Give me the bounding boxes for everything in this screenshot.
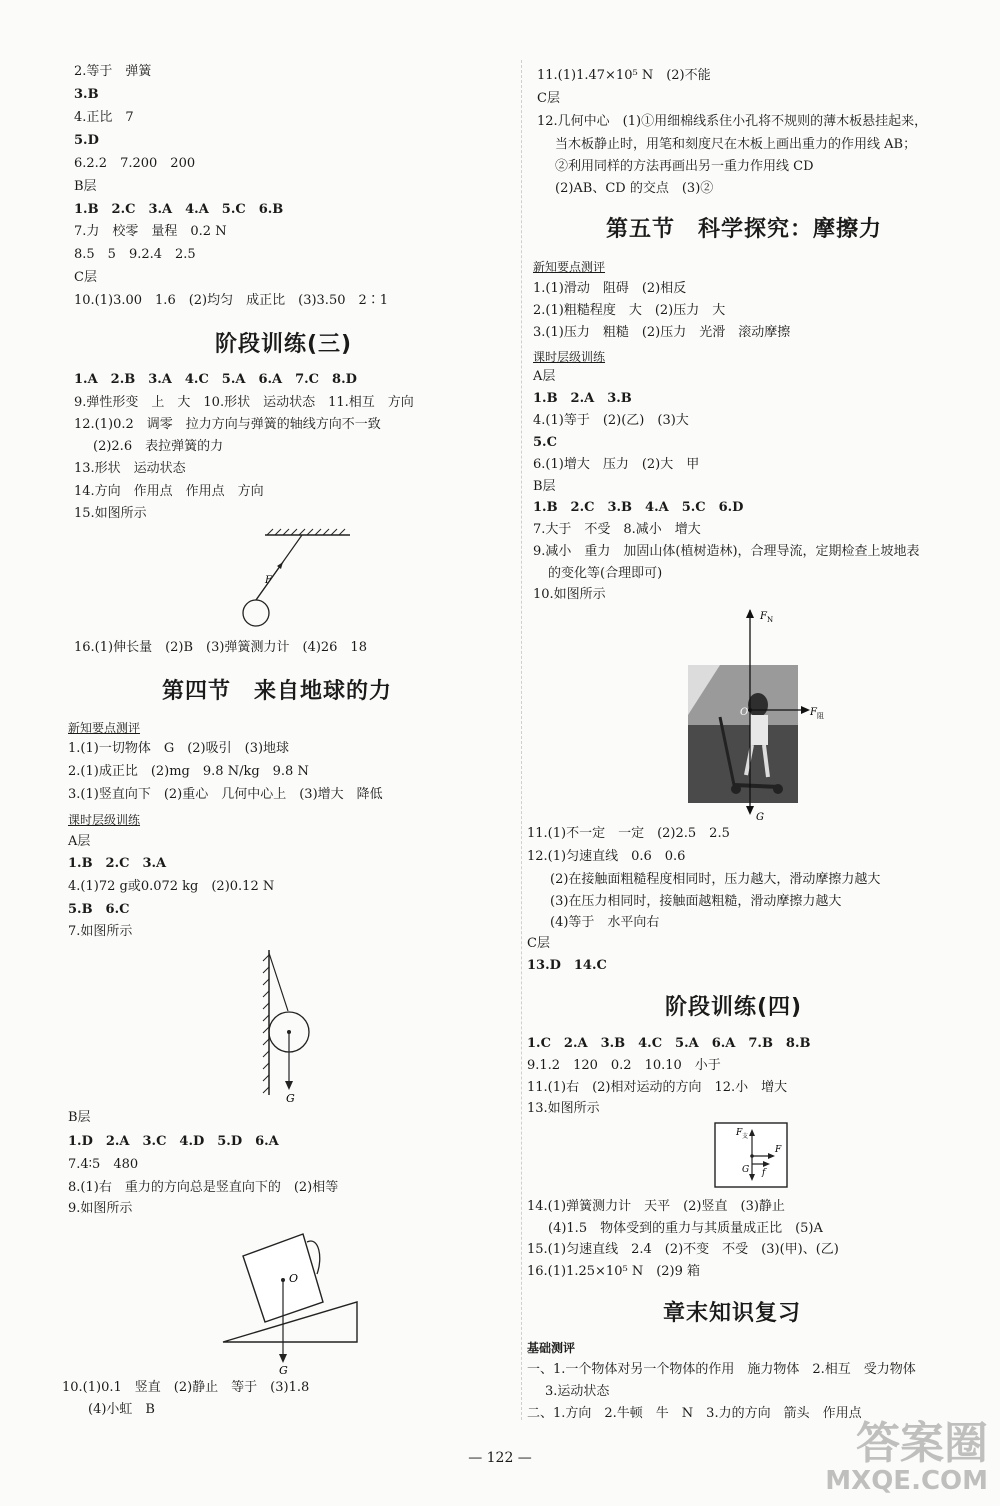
- answer-line: 2.(1)成正比 (2)mg 9.8 N/kg 9.8 N: [68, 764, 309, 779]
- answer-line: (2)2.6 表拉弹簧的力: [93, 439, 224, 454]
- answer-line: 11.(1)右 (2)相对运动的方向 12.小 增大: [527, 1080, 788, 1095]
- pull-force-label: F: [775, 1145, 782, 1155]
- friction-label: f: [762, 1168, 766, 1178]
- answer-line: 5.B 6.C: [68, 902, 130, 917]
- answer-line: 16.(1)1.25×10⁵ N (2)9 箱: [527, 1264, 701, 1279]
- answer-line: 8.5 5 9.2.4 2.5: [74, 247, 196, 262]
- answer-line: 2.等于 弹簧: [74, 64, 152, 79]
- answer-line: 4.正比 7: [74, 110, 134, 125]
- answer-line: 11.(1)1.47×10⁵ N (2)不能: [537, 68, 711, 83]
- figure-15-pendulum: [225, 525, 365, 640]
- answer-line: 3.运动状态: [545, 1384, 610, 1399]
- force-label: F: [265, 575, 272, 586]
- answer-line: 5.C: [533, 435, 557, 450]
- answer-line: 4.(1)等于 (2)(乙) (3)大: [533, 413, 689, 428]
- answer-line: 二、1.方向 2.牛顿 牛 N 3.力的方向 箭头 作用点: [527, 1406, 862, 1421]
- answer-line: 15.如图所示: [74, 506, 147, 521]
- subsection-label: 新知要点测评: [68, 721, 141, 735]
- section-heading: 章末知识复习: [663, 1301, 802, 1326]
- answer-line: 2.(1)粗糙程度 大 (2)压力 大: [533, 303, 726, 318]
- gravity-label: G: [279, 1364, 288, 1377]
- answer-line: 12.(1)0.2 调零 拉力方向与弹簧的轴线方向不一致: [74, 417, 381, 432]
- watermark: [825, 1418, 988, 1496]
- answer-line: (3)在压力相同时，接触面越粗糙，滑动摩擦力越大: [550, 894, 842, 909]
- answer-line: 当木板静止时，用笔和刻度尺在木板上画出重力的作用线 AB；: [555, 137, 917, 152]
- answer-line: (4)等于 水平向右: [550, 915, 660, 930]
- section-heading: 第四节 来自地球的力: [162, 679, 393, 704]
- gravity-label: G: [286, 1092, 295, 1105]
- answer-line: 3.(1)压力 粗糙 (2)压力 光滑 滚动摩擦: [533, 325, 791, 340]
- answer-line: 11.(1)不一定 一定 (2)2.5 2.5: [527, 826, 730, 841]
- answer-line: 5.D: [74, 133, 99, 148]
- answer-line: (4)1.5 物体受到的重力与其质量成正比 (5)A: [548, 1221, 823, 1236]
- answer-line: 1.D 2.A 3.C 4.D 5.D 6.A: [68, 1134, 279, 1149]
- friction-label: F: [810, 707, 817, 718]
- figure-10-scooter-photo: [680, 605, 840, 825]
- normal-force-label: F: [760, 611, 767, 622]
- answer-line: 1.(1)一切物体 G (2)吸引 (3)地球: [68, 741, 290, 756]
- gravity-label: G: [742, 1165, 750, 1175]
- level-label: C层: [74, 270, 97, 285]
- figure-13-block-forces: [712, 1120, 792, 1192]
- normal-force-sub: N: [767, 616, 774, 624]
- answer-line: 1.B 2.C 3.A 4.A 5.C 6.B: [74, 202, 284, 217]
- column-divider: [521, 60, 522, 1420]
- level-label: B层: [74, 179, 97, 194]
- watermark-bottom: MXQE.COM: [825, 1466, 988, 1496]
- answer-line: 9.弹性形变 上 大 10.形状 运动状态 11.相互 方向: [74, 395, 414, 410]
- answer-line: 1.B 2.C 3.B 4.A 5.C 6.D: [533, 500, 744, 515]
- answer-line: 1.A 2.B 3.A 4.C 5.A 6.A 7.C 8.D: [74, 372, 357, 387]
- answer-line: 1.C 2.A 3.B 4.C 5.A 6.A 7.B 8.B: [527, 1036, 811, 1051]
- answer-line: 3.(1)竖直向下 (2)重心 几何中心上 (3)增大 降低: [68, 787, 383, 802]
- answer-line: 9.减小 重力 加固山体(植树造林)，合理导流，定期检查上坡地表: [533, 544, 920, 559]
- answer-line: 9.如图所示: [68, 1201, 133, 1216]
- answer-line: 10.如图所示: [533, 587, 606, 602]
- section-heading: 阶段训练(四): [665, 995, 803, 1020]
- page-number: — 122 —: [468, 1450, 532, 1466]
- answer-line: 1.B 2.C 3.A: [68, 856, 167, 871]
- answer-line: 13.如图所示: [527, 1101, 600, 1116]
- answer-line: 7.4∶5 480: [68, 1157, 139, 1172]
- answer-line: 7.大于 不受 8.减小 增大: [533, 522, 701, 537]
- subsection-label: 基础测评: [527, 1341, 576, 1355]
- answer-line: 4.(1)72 g或0.072 kg (2)0.12 N: [68, 879, 275, 894]
- answer-line: 10.(1)3.00 1.6 (2)均匀 成正比 (3)3.50 2∶1: [74, 293, 389, 308]
- figure-7-hanging-ball: [255, 945, 335, 1105]
- answer-line: 10.(1)0.1 竖直 (2)静止 等于 (3)1.8: [62, 1380, 310, 1395]
- level-label: B层: [533, 479, 556, 494]
- answer-line: 13.形状 运动状态: [74, 461, 186, 476]
- answer-line: 7.力 校零 量程 0.2 N: [74, 224, 227, 239]
- gravity-label: G: [756, 812, 764, 823]
- answer-line: (2)在接触面粗糙程度相同时，压力越大，滑动摩擦力越大: [550, 872, 881, 887]
- support-force-sub: 支: [742, 1133, 749, 1140]
- answer-line: 14.(1)弹簧测力计 天平 (2)竖直 (3)静止: [527, 1199, 785, 1214]
- watermark-top: 答案圈: [856, 1418, 988, 1469]
- level-label: A层: [533, 369, 556, 384]
- section-heading: 阶段训练(三): [215, 332, 353, 357]
- center-label: O: [289, 1272, 299, 1285]
- answer-line: 6.2.2 7.200 200: [74, 156, 196, 171]
- answer-line: 一、1.一个物体对另一个物体的作用 施力物体 2.相互 受力物体: [527, 1362, 916, 1377]
- level-label: A层: [68, 834, 91, 849]
- answer-line: 9.1.2 120 0.2 10.10 小于: [527, 1058, 721, 1073]
- support-force-label: F: [736, 1128, 743, 1138]
- level-label: B层: [68, 1110, 91, 1125]
- section-heading: 第五节 科学探究：摩擦力: [606, 217, 883, 242]
- answer-line: 14.方向 作用点 作用点 方向: [74, 484, 264, 499]
- level-label: C层: [537, 91, 560, 106]
- answer-line: 3.B: [74, 87, 99, 102]
- answer-line: 7.如图所示: [68, 924, 133, 939]
- subsection-label: 课时层级训练: [68, 813, 141, 827]
- center-label: O: [740, 707, 749, 718]
- answer-line: 1.B 2.A 3.B: [533, 391, 632, 406]
- subsection-label: 新知要点测评: [533, 260, 606, 274]
- answer-line: 6.(1)增大 压力 (2)大 甲: [533, 457, 700, 472]
- answer-line: 16.(1)伸长量 (2)B (3)弹簧测力计 (4)26 18: [74, 640, 367, 655]
- answer-line: 15.(1)匀速直线 2.4 (2)不变 不受 (3)(甲)、(乙): [527, 1242, 839, 1257]
- answer-line: ②利用同样的方法再画出另一重力作用线 CD: [555, 159, 814, 174]
- figure-9-cup-on-slope: [215, 1218, 365, 1378]
- answer-line: (2)AB、CD 的交点 (3)②: [555, 181, 714, 196]
- answer-line: 12.(1)匀速直线 0.6 0.6: [527, 849, 686, 864]
- answer-line: 12.几何中心 (1)①用细棉线系住小孔将不规则的薄木板悬挂起来，: [537, 114, 928, 129]
- answer-line: 的变化等(合理即可): [548, 566, 663, 581]
- friction-sub: 阻: [817, 712, 824, 720]
- answer-line: 8.(1)右 重力的方向总是竖直向下的 (2)相等: [68, 1180, 339, 1195]
- level-label: C层: [527, 936, 550, 951]
- answer-line: (4)小虹 B: [88, 1402, 155, 1417]
- subsection-label: 课时层级训练: [533, 350, 606, 364]
- answer-line: 13.D 14.C: [527, 958, 607, 973]
- answer-line: 1.(1)滑动 阻碍 (2)相反: [533, 281, 687, 296]
